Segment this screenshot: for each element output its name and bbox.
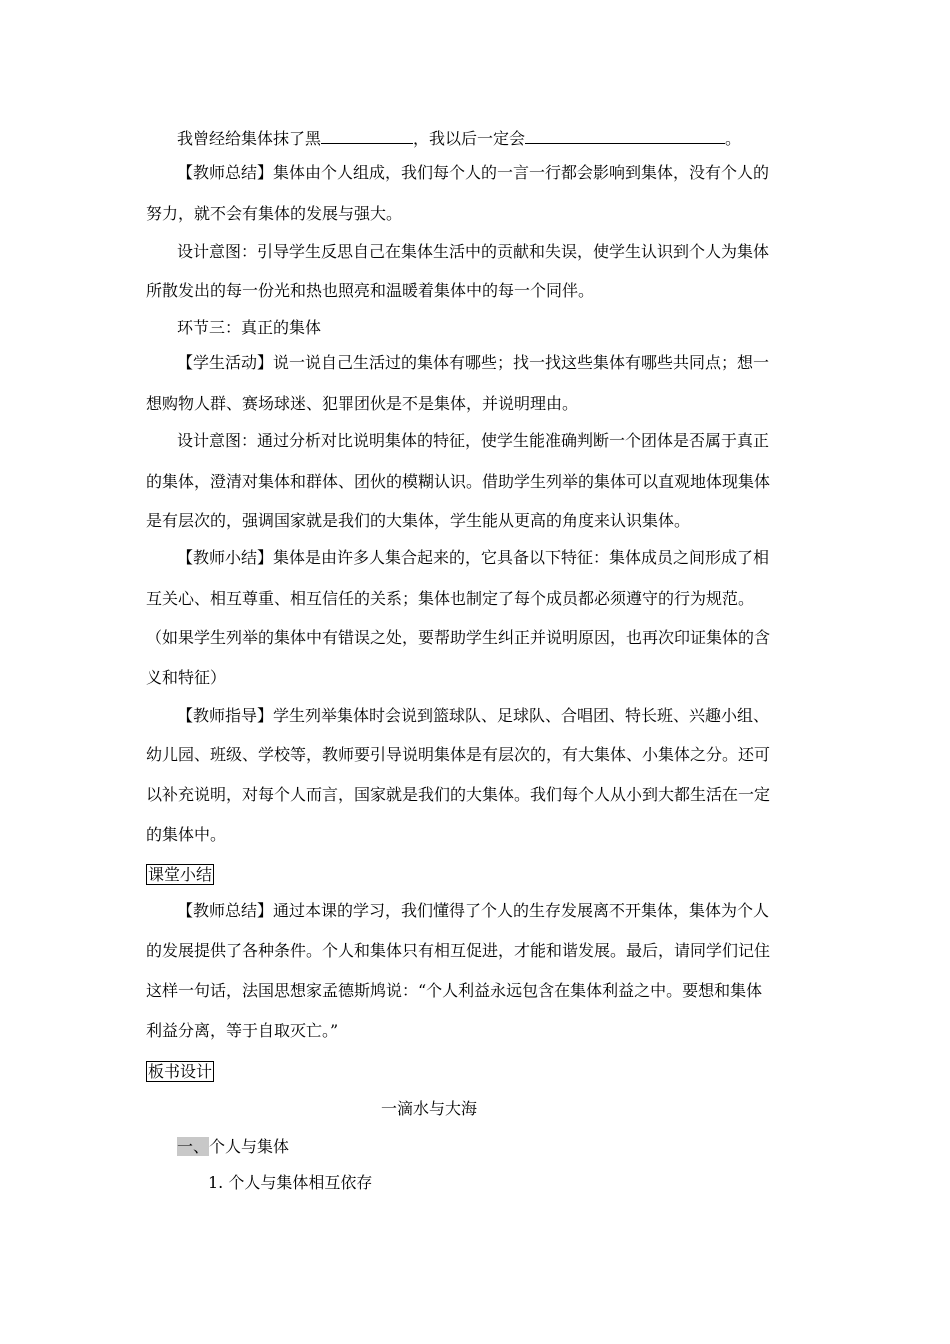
fill-text-3: 。 [725,129,742,148]
student-activity-line-2: 想购物人群、赛场球迷、犯罪团伙是不是集体，并说明理由。 [146,394,579,413]
teacher-summary-2-line-3: 这样一句话，法国思想家孟德斯鸠说：“个人利益永远包含在集体利益之中。要想和集体 [146,981,763,1000]
teacher-summary-line-2: 努力，就不会有集体的发展与强大。 [146,204,403,223]
teacher-guide-line-4: 的集体中。 [146,825,227,844]
blank-line-1 [321,127,413,144]
teacher-brief-line-4: 义和特征） [146,668,227,687]
section-3-title: 环节三：真正的集体 [177,318,322,337]
class-summary-heading [146,864,214,886]
teacher-guide-line-3: 以补充说明，对每个人而言，国家就是我们的大集体。我们每个人从小到大都生活在一定 [146,785,771,804]
board-design-heading [146,1061,214,1083]
student-activity-line-1: 【学生活动】说一说自己生活过的集体有哪些；找一找这些集体有哪些共同点；想一 [177,353,770,372]
teacher-summary-2-line-1: 【教师总结】通过本课的学习，我们懂得了个人的生存发展离不开集体，集体为个人 [177,901,770,920]
teacher-guide-line-1: 【教师指导】学生列举集体时会说到篮球队、足球队、合唱团、特长班、兴趣小组、 [177,706,770,725]
board-subitem-1: 1. 个人与集体相互依存 [208,1173,373,1192]
teacher-brief-line-2: 互关心、相互尊重、相互信任的关系；集体也制定了每个成员都必须遵守的行为规范。 [146,589,755,608]
fill-text-2: ，我以后一定会 [413,129,526,148]
teacher-summary-2-line-4: 利益分离，等于自取灭亡。” [146,1021,339,1040]
design-intent-2-line-3: 是有层次的，强调国家就是我们的大集体，学生能从更高的角度来认识集体。 [146,511,691,530]
board-title: 一滴水与大海 [381,1099,478,1118]
board-item-1 [177,1136,289,1158]
board-design-heading-text: 板书设计 [148,1062,213,1081]
fill-blank-sentence [177,127,741,150]
design-intent-1-line-2: 所散发出的每一份光和热也照亮和温暖着集体中的每一个同伴。 [146,281,595,300]
board-item-1-text: 个人与集体 [209,1137,290,1156]
design-intent-1-line-1: 设计意图：引导学生反思自己在集体生活中的贡献和失误，使学生认识到个人为集体 [177,242,770,261]
design-intent-2-line-2: 的集体，澄清对集体和群体、团伙的模糊认识。借助学生列举的集体可以直观地体现集体 [146,472,771,491]
teacher-summary-line-1: 【教师总结】集体由个人组成，我们每个人的一言一行都会影响到集体，没有个人的 [177,163,770,182]
teacher-summary-2-line-2: 的发展提供了各种条件。个人和集体只有相互促进，才能和谐发展。最后，请同学们记住 [146,941,771,960]
class-summary-heading-text: 课堂小结 [148,865,213,884]
blank-line-2 [525,127,725,144]
teacher-guide-line-2: 幼儿园、班级、学校等，教师要引导说明集体是有层次的，有大集体、小集体之分。还可 [146,745,771,764]
teacher-brief-line-3: （如果学生列举的集体中有错误之处，要帮助学生纠正并说明原因，也再次印证集体的含 [146,628,771,647]
design-intent-2-line-1: 设计意图：通过分析对比说明集体的特征，使学生能准确判断一个团体是否属于真正 [177,431,770,450]
board-item-1-marker: 一、 [177,1137,210,1156]
teacher-brief-line-1: 【教师小结】集体是由许多人集合起来的，它具备以下特征：集体成员之间形成了相 [177,548,770,567]
fill-text-1: 我曾经给集体抹了黑 [177,129,322,148]
